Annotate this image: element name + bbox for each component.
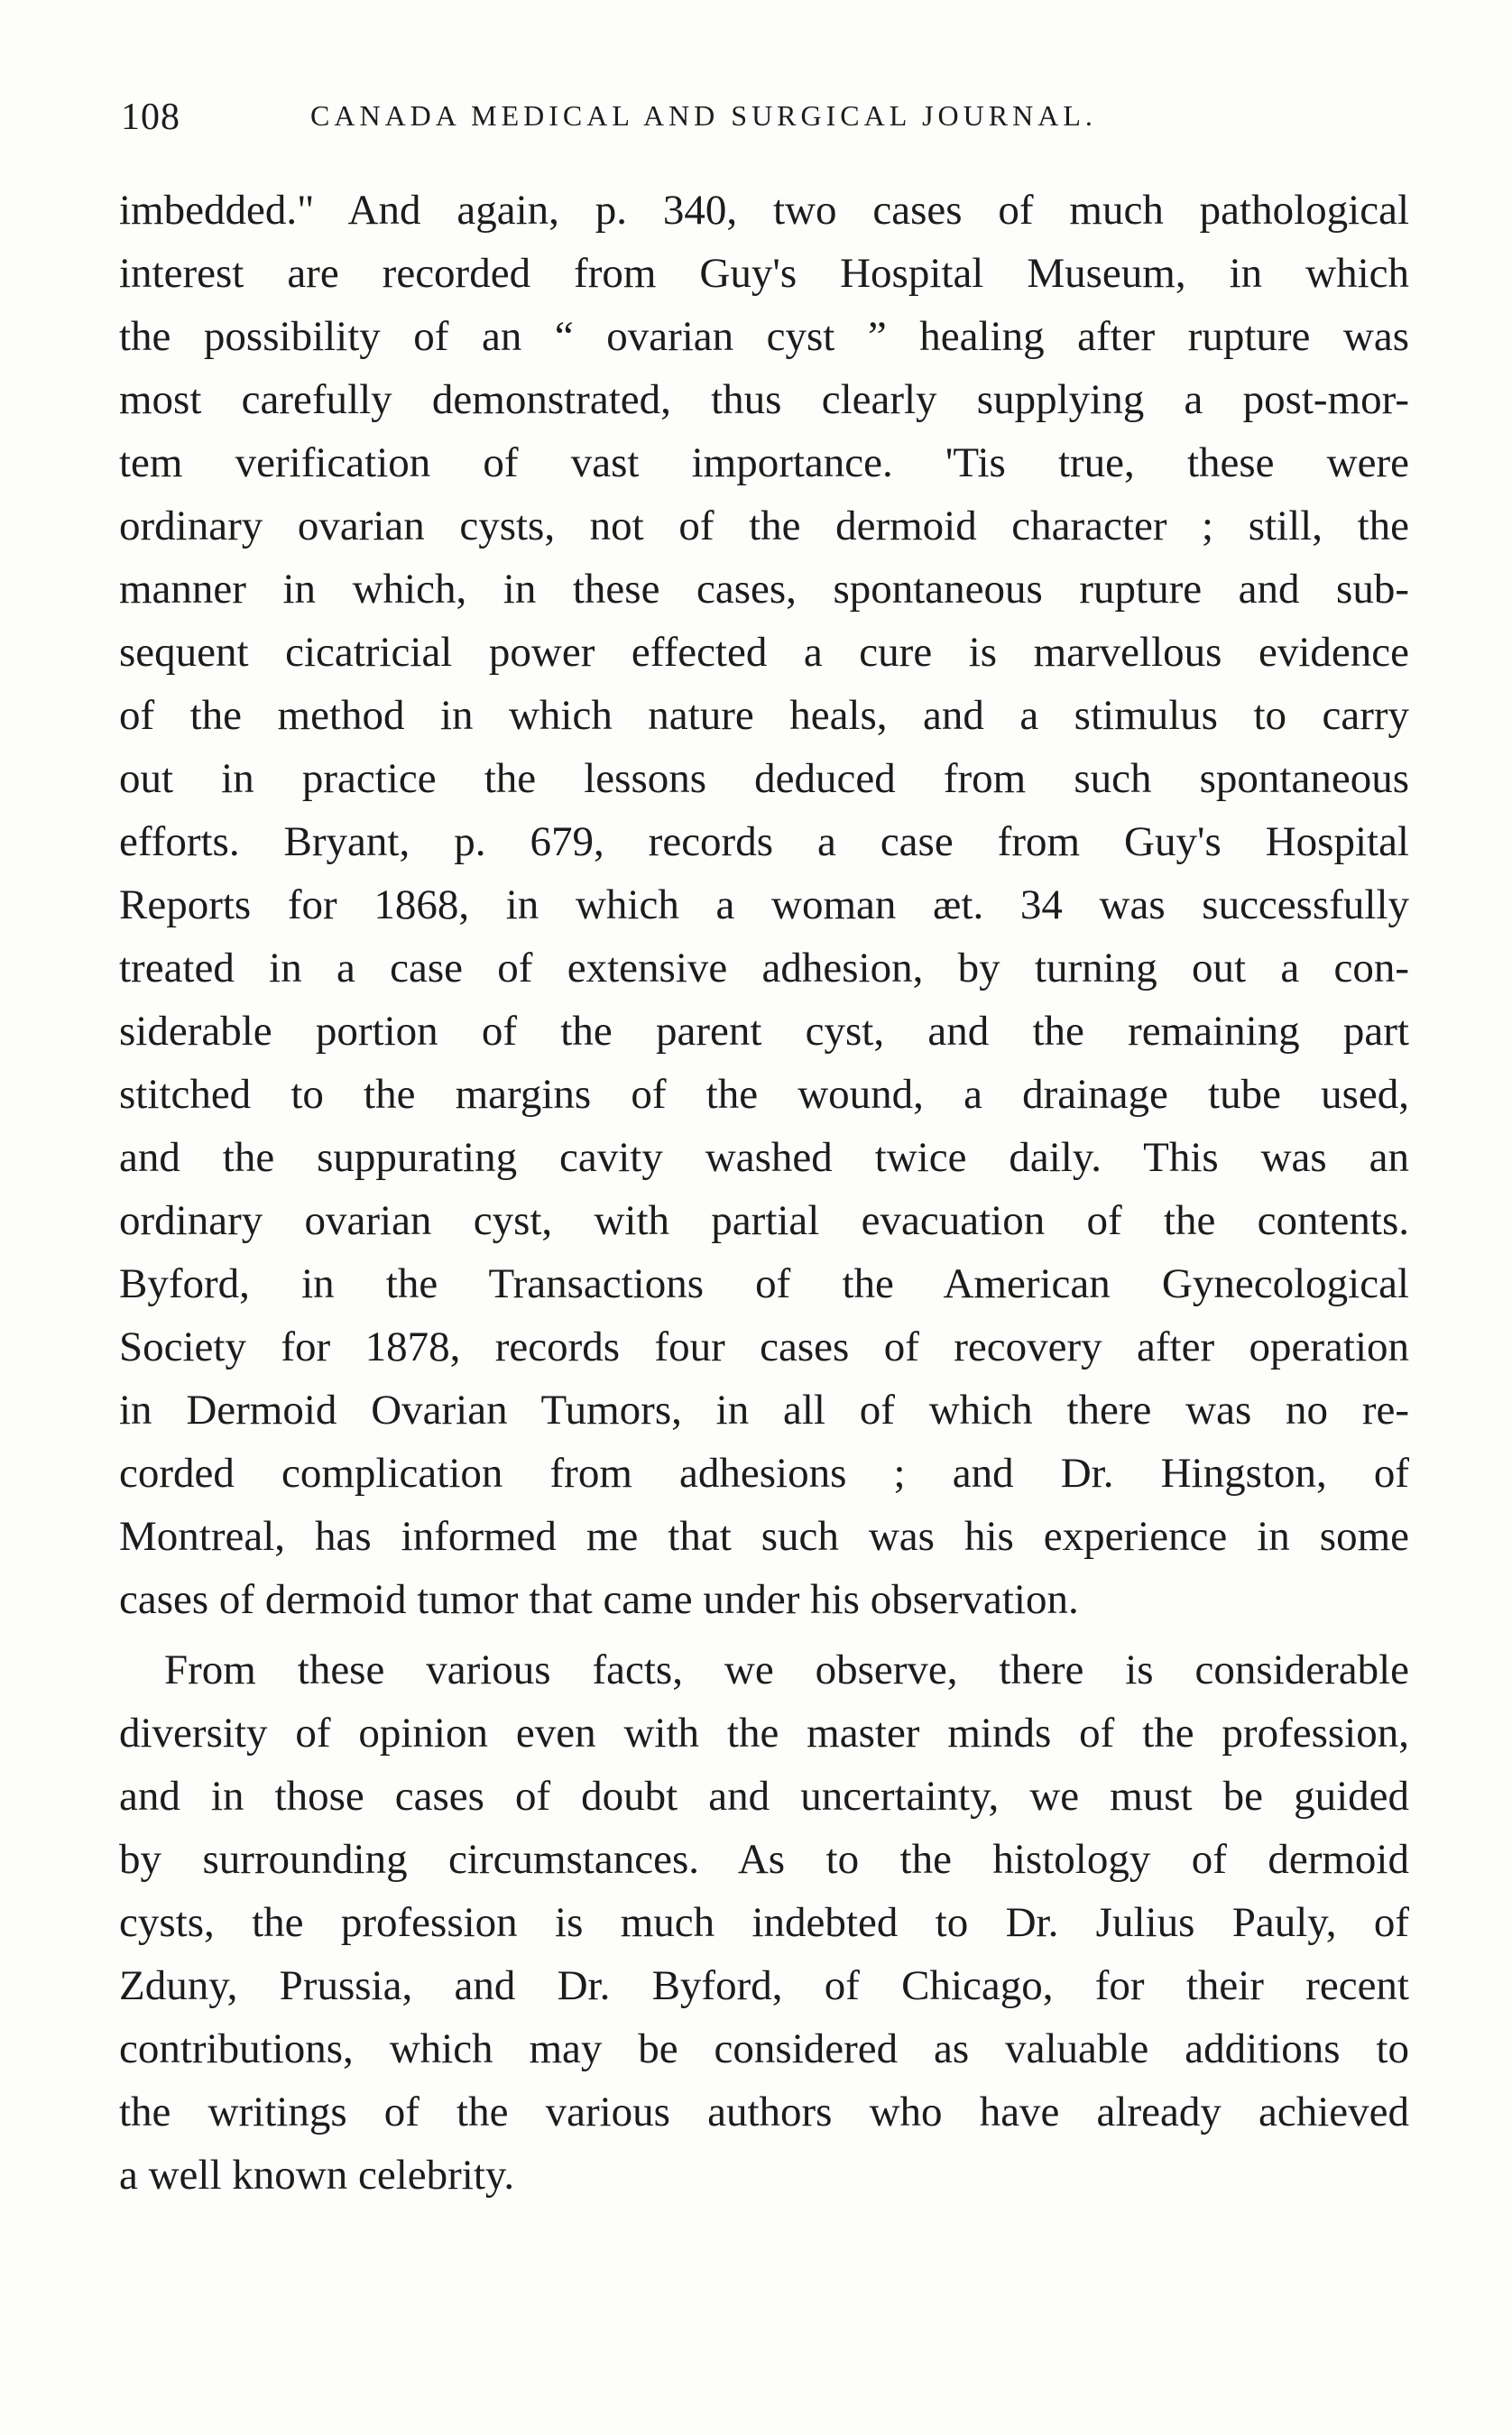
text-line: by surrounding circumstances. As to the histology of dermoid	[119, 1836, 1409, 1883]
text-line: out in practice the lessons deduced from such spontaneous	[119, 755, 1409, 802]
text-line: in Dermoid Ovarian Tumors, in all of which there was no re-	[119, 1387, 1409, 1434]
text-line: a well known celebrity.	[119, 2152, 515, 2199]
text-line: efforts. Bryant, p. 679, records a case from Guy's Hospital	[119, 818, 1409, 865]
text-line: siderable portion of the parent cyst, and the remaining part	[119, 1008, 1409, 1055]
running-head	[121, 90, 1402, 144]
text-line: stitched to the margins of the wound, a drainage tube used,	[119, 1071, 1409, 1118]
text-line: Society for 1878, records four cases of recovery after operation	[119, 1324, 1409, 1370]
text-line: contributions, which may be considered as valuable additions to	[119, 2025, 1409, 2072]
text-line: the writings of the various authors who have already achieved	[119, 2089, 1409, 2135]
text-line: cysts, the profession is much indebted to Dr. Julius Pauly, of	[119, 1899, 1409, 1946]
text-line: treated in a case of extensive adhesion, by turning out a con-	[119, 945, 1409, 992]
page-number: 108	[121, 97, 180, 138]
text-line: tem verification of vast importance. 'Tis true, these were	[119, 439, 1409, 486]
text-line: sequent cicatricial power effected a cure is marvellous evidence	[119, 629, 1409, 676]
body-text	[119, 179, 1409, 2207]
text-line: cases of dermoid tumor that came under his observation.	[119, 1576, 1079, 1623]
text-line: Zduny, Prussia, and Dr. Byford, of Chicago, for their recent	[119, 1962, 1409, 2009]
text-line: diversity of opinion even with the master minds of the profession,	[119, 1710, 1409, 1757]
paragraph-1	[119, 179, 1409, 1631]
text-line: the possibility of an “ ovarian cyst ” healing after rupture was	[119, 313, 1409, 360]
text-line: most carefully demonstrated, thus clearly supplying a post-mor-	[119, 376, 1409, 423]
text-line: Reports for 1868, in which a woman æt. 34 was successfully	[119, 881, 1409, 928]
text-line: From these various facts, we observe, there is considerable	[164, 1646, 1409, 1693]
text-line: ordinary ovarian cyst, with partial evacuation of the contents.	[119, 1197, 1409, 1244]
journal-title: CANADA MEDICAL AND SURGICAL JOURNAL.	[310, 99, 1097, 132]
text-line: interest are recorded from Guy's Hospital Museum, in which	[119, 250, 1409, 297]
text-line: ordinary ovarian cysts, not of the dermoid character ; still, the	[119, 503, 1409, 549]
text-line: and in those cases of doubt and uncertainty, we must be guided	[119, 1773, 1409, 1820]
text-line: corded complication from adhesions ; and Dr. Hingston, of	[119, 1450, 1409, 1497]
text-line: manner in which, in these cases, spontaneous rupture and sub-	[119, 566, 1409, 613]
text-line: of the method in which nature heals, and a stimulus to carry	[119, 692, 1409, 739]
text-line: Montreal, has informed me that such was his experience in some	[119, 1513, 1409, 1560]
text-line: imbedded." And again, p. 340, two cases of much pathological	[119, 187, 1409, 234]
text-line: and the suppurating cavity washed twice daily. This was an	[119, 1134, 1409, 1181]
paragraph-2	[119, 1638, 1409, 2207]
text-line: Byford, in the Transactions of the American Gynecological	[119, 1260, 1409, 1307]
